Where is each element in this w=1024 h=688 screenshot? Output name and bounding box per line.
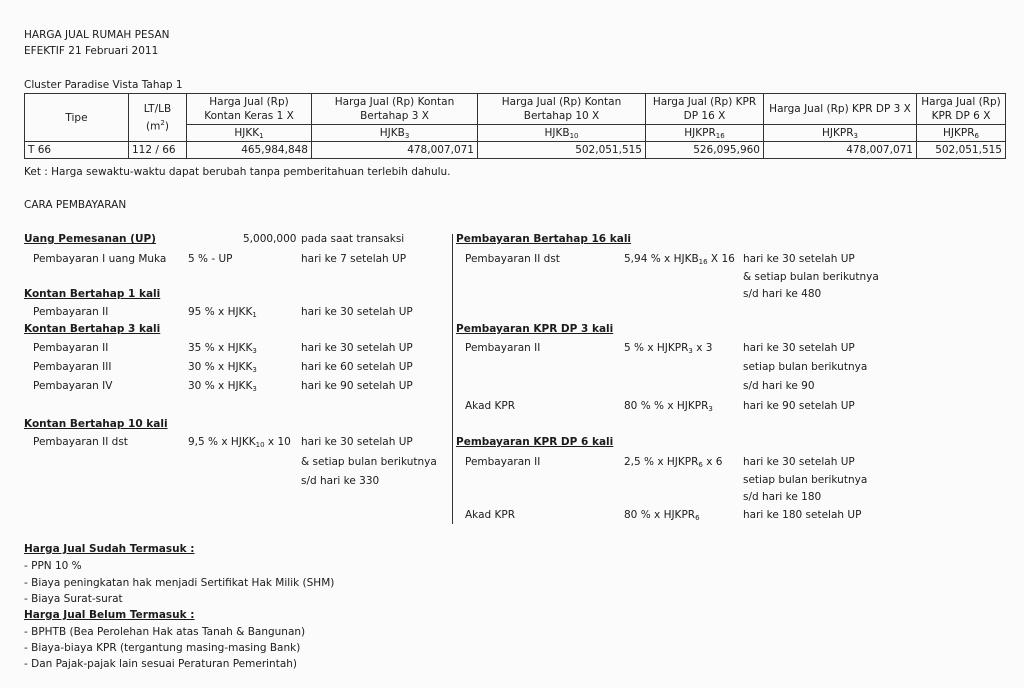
b16-pct: 5,94 % x $HJKB_{16}$ X 16: [624, 253, 735, 266]
cell-tipe: T 66: [25, 142, 129, 159]
header-kontan-bertahap-3: Harga Jual (Rp) Kontan Bertahap 3 X: [312, 94, 478, 125]
kpr6-pct: 2,5 % x $HJKPR_6$ x 6: [624, 456, 723, 469]
b16-when: & setiap bulan berikutnya: [743, 271, 879, 283]
kpr3-akad-pct: 80 % % x $HJKPR_3$: [624, 400, 713, 413]
up-amount: 5,000,000: [243, 233, 297, 245]
k3-row-when: hari ke 90 setelah UP: [301, 380, 413, 392]
code-cell: $HJKPR_{16}$: [646, 125, 764, 142]
up-row-pct: 5 % - UP: [188, 253, 233, 265]
b16-title: Pembayaran Bertahap 16 kali: [456, 233, 632, 245]
cell-price: 502,051,515: [478, 142, 646, 159]
b16-label: Pembayaran II dst: [465, 253, 560, 265]
header-kpr-dp-3: Harga Jual (Rp) KPR DP 3 X: [764, 94, 917, 125]
cell-price: 478,007,071: [312, 142, 478, 159]
excluded-title: Harga Jual Belum Termasuk :: [24, 609, 195, 621]
code-cell: $HJKK_1$: [187, 125, 312, 142]
k1-when: hari ke 30 setelah UP: [301, 306, 413, 318]
k10-when: s/d hari ke 330: [301, 475, 380, 487]
kpr3-akad-when: hari ke 90 setelah UP: [743, 400, 855, 412]
kpr3-when: setiap bulan berikutnya: [743, 361, 868, 373]
header-kpr-dp-6: Harga Jual (Rp) KPR DP 6 X: [917, 94, 1006, 125]
kpr6-title: Pembayaran KPR DP 6 kali: [456, 436, 614, 448]
effective-date: EFEKTIF 21 Februari 2011: [24, 45, 159, 57]
k10-pct: 9,5 % x $HJKK_{10}$ x 10: [188, 436, 291, 449]
kpr6-akad-when: hari ke 180 setelah UP: [743, 509, 862, 521]
list-item: - Biaya Surat-surat: [24, 593, 123, 605]
k3-title: Kontan Bertahap 3 kali: [24, 323, 161, 335]
kpr6-label: Pembayaran II: [465, 456, 541, 468]
list-item: - Biaya-biaya KPR (tergantung masing-masing Bank): [24, 642, 301, 654]
code-cell: $HJKPR_3$: [764, 125, 917, 142]
cell-ltlb: 112 / 66: [129, 142, 187, 159]
list-item: - Biaya peningkatan hak menjadi Sertifikat Hak Milik (SHM): [24, 577, 335, 589]
kpr3-pct: 5 % x $HJKPR_3$ x 3: [624, 342, 713, 355]
list-item: - PPN 10 %: [24, 560, 82, 572]
k10-when: hari ke 30 setelah UP: [301, 436, 413, 448]
k3-row-pct: 30 % x $HJKK_3$: [188, 380, 257, 393]
header-ltlb: LT/LB $(m^2)$: [129, 94, 187, 142]
kpr3-title: Pembayaran KPR DP 3 kali: [456, 323, 614, 335]
up-row-label: Pembayaran I uang Muka: [33, 253, 167, 265]
k10-when: & setiap bulan berikutnya: [301, 456, 437, 468]
kpr6-when: s/d hari ke 180: [743, 491, 822, 503]
code-cell: $HJKPR_6$: [917, 125, 1006, 142]
b16-when: s/d hari ke 480: [743, 288, 822, 300]
cell-price: 502,051,515: [917, 142, 1006, 159]
code-cell: $HJKB_{10}$: [478, 125, 646, 142]
k1-pct: 95 % x $HJKK_1$: [188, 306, 257, 319]
up-when: pada saat transaksi: [301, 233, 405, 245]
table-header-row: [25, 94, 1006, 125]
k3-row-when: hari ke 30 setelah UP: [301, 342, 413, 354]
k3-row-when: hari ke 60 setelah UP: [301, 361, 413, 373]
document-title: HARGA JUAL RUMAH PESAN: [24, 29, 170, 41]
section-title: CARA PEMBAYARAN: [24, 199, 127, 211]
b16-when: hari ke 30 setelah UP: [743, 253, 855, 265]
kpr3-akad-label: Akad KPR: [465, 400, 516, 412]
k3-row-pct: 30 % x $HJKK_3$: [188, 361, 257, 374]
cell-price: 526,095,960: [646, 142, 764, 159]
k3-row-label: Pembayaran III: [33, 361, 112, 373]
up-row-when: hari ke 7 setelah UP: [301, 253, 407, 265]
up-title: Uang Pemesanan (UP): [24, 233, 156, 245]
kpr6-when: setiap bulan berikutnya: [743, 474, 868, 486]
price-note: Ket : Harga sewaktu-waktu dapat berubah tanpa pemberitahuan terlebih dahulu.: [24, 166, 451, 178]
kpr3-when: hari ke 30 setelah UP: [743, 342, 855, 354]
kpr6-akad-label: Akad KPR: [465, 509, 516, 521]
k1-label: Pembayaran II: [33, 306, 109, 318]
header-kontan-keras: Harga Jual (Rp) Kontan Keras 1 X: [187, 94, 312, 125]
header-kontan-bertahap-10: Harga Jual (Rp) Kontan Bertahap 10 X: [478, 94, 646, 125]
cell-price: 465,984,848: [187, 142, 312, 159]
code-cell: $HJKB_3$: [312, 125, 478, 142]
column-divider: [452, 234, 453, 524]
k1-title: Kontan Bertahap 1 kali: [24, 288, 161, 300]
cluster-name: Cluster Paradise Vista Tahap 1: [24, 79, 183, 91]
header-kpr-dp-16: Harga Jual (Rp) KPR DP 16 X: [646, 94, 764, 125]
k3-row-label: Pembayaran II: [33, 342, 109, 354]
k3-row-label: Pembayaran IV: [33, 380, 113, 392]
included-title: Harga Jual Sudah Termasuk :: [24, 543, 195, 555]
k3-row-pct: 35 % x $HJKK_3$: [188, 342, 257, 355]
table-row: [25, 142, 1006, 159]
price-table: [24, 93, 1006, 159]
k10-label: Pembayaran II dst: [33, 436, 128, 448]
k10-title: Kontan Bertahap 10 kali: [24, 418, 168, 430]
list-item: - Dan Pajak-pajak lain sesuai Peraturan Pemerintah): [24, 658, 298, 670]
header-tipe: Tipe: [25, 94, 129, 142]
kpr3-label: Pembayaran II: [465, 342, 541, 354]
kpr3-when: s/d hari ke 90: [743, 380, 815, 392]
kpr6-when: hari ke 30 setelah UP: [743, 456, 855, 468]
kpr6-akad-pct: 80 % x $HJKPR_6$: [624, 509, 700, 522]
cell-price: 478,007,071: [764, 142, 917, 159]
list-item: - BPHTB (Bea Perolehan Hak atas Tanah & Bangunan): [24, 626, 306, 638]
